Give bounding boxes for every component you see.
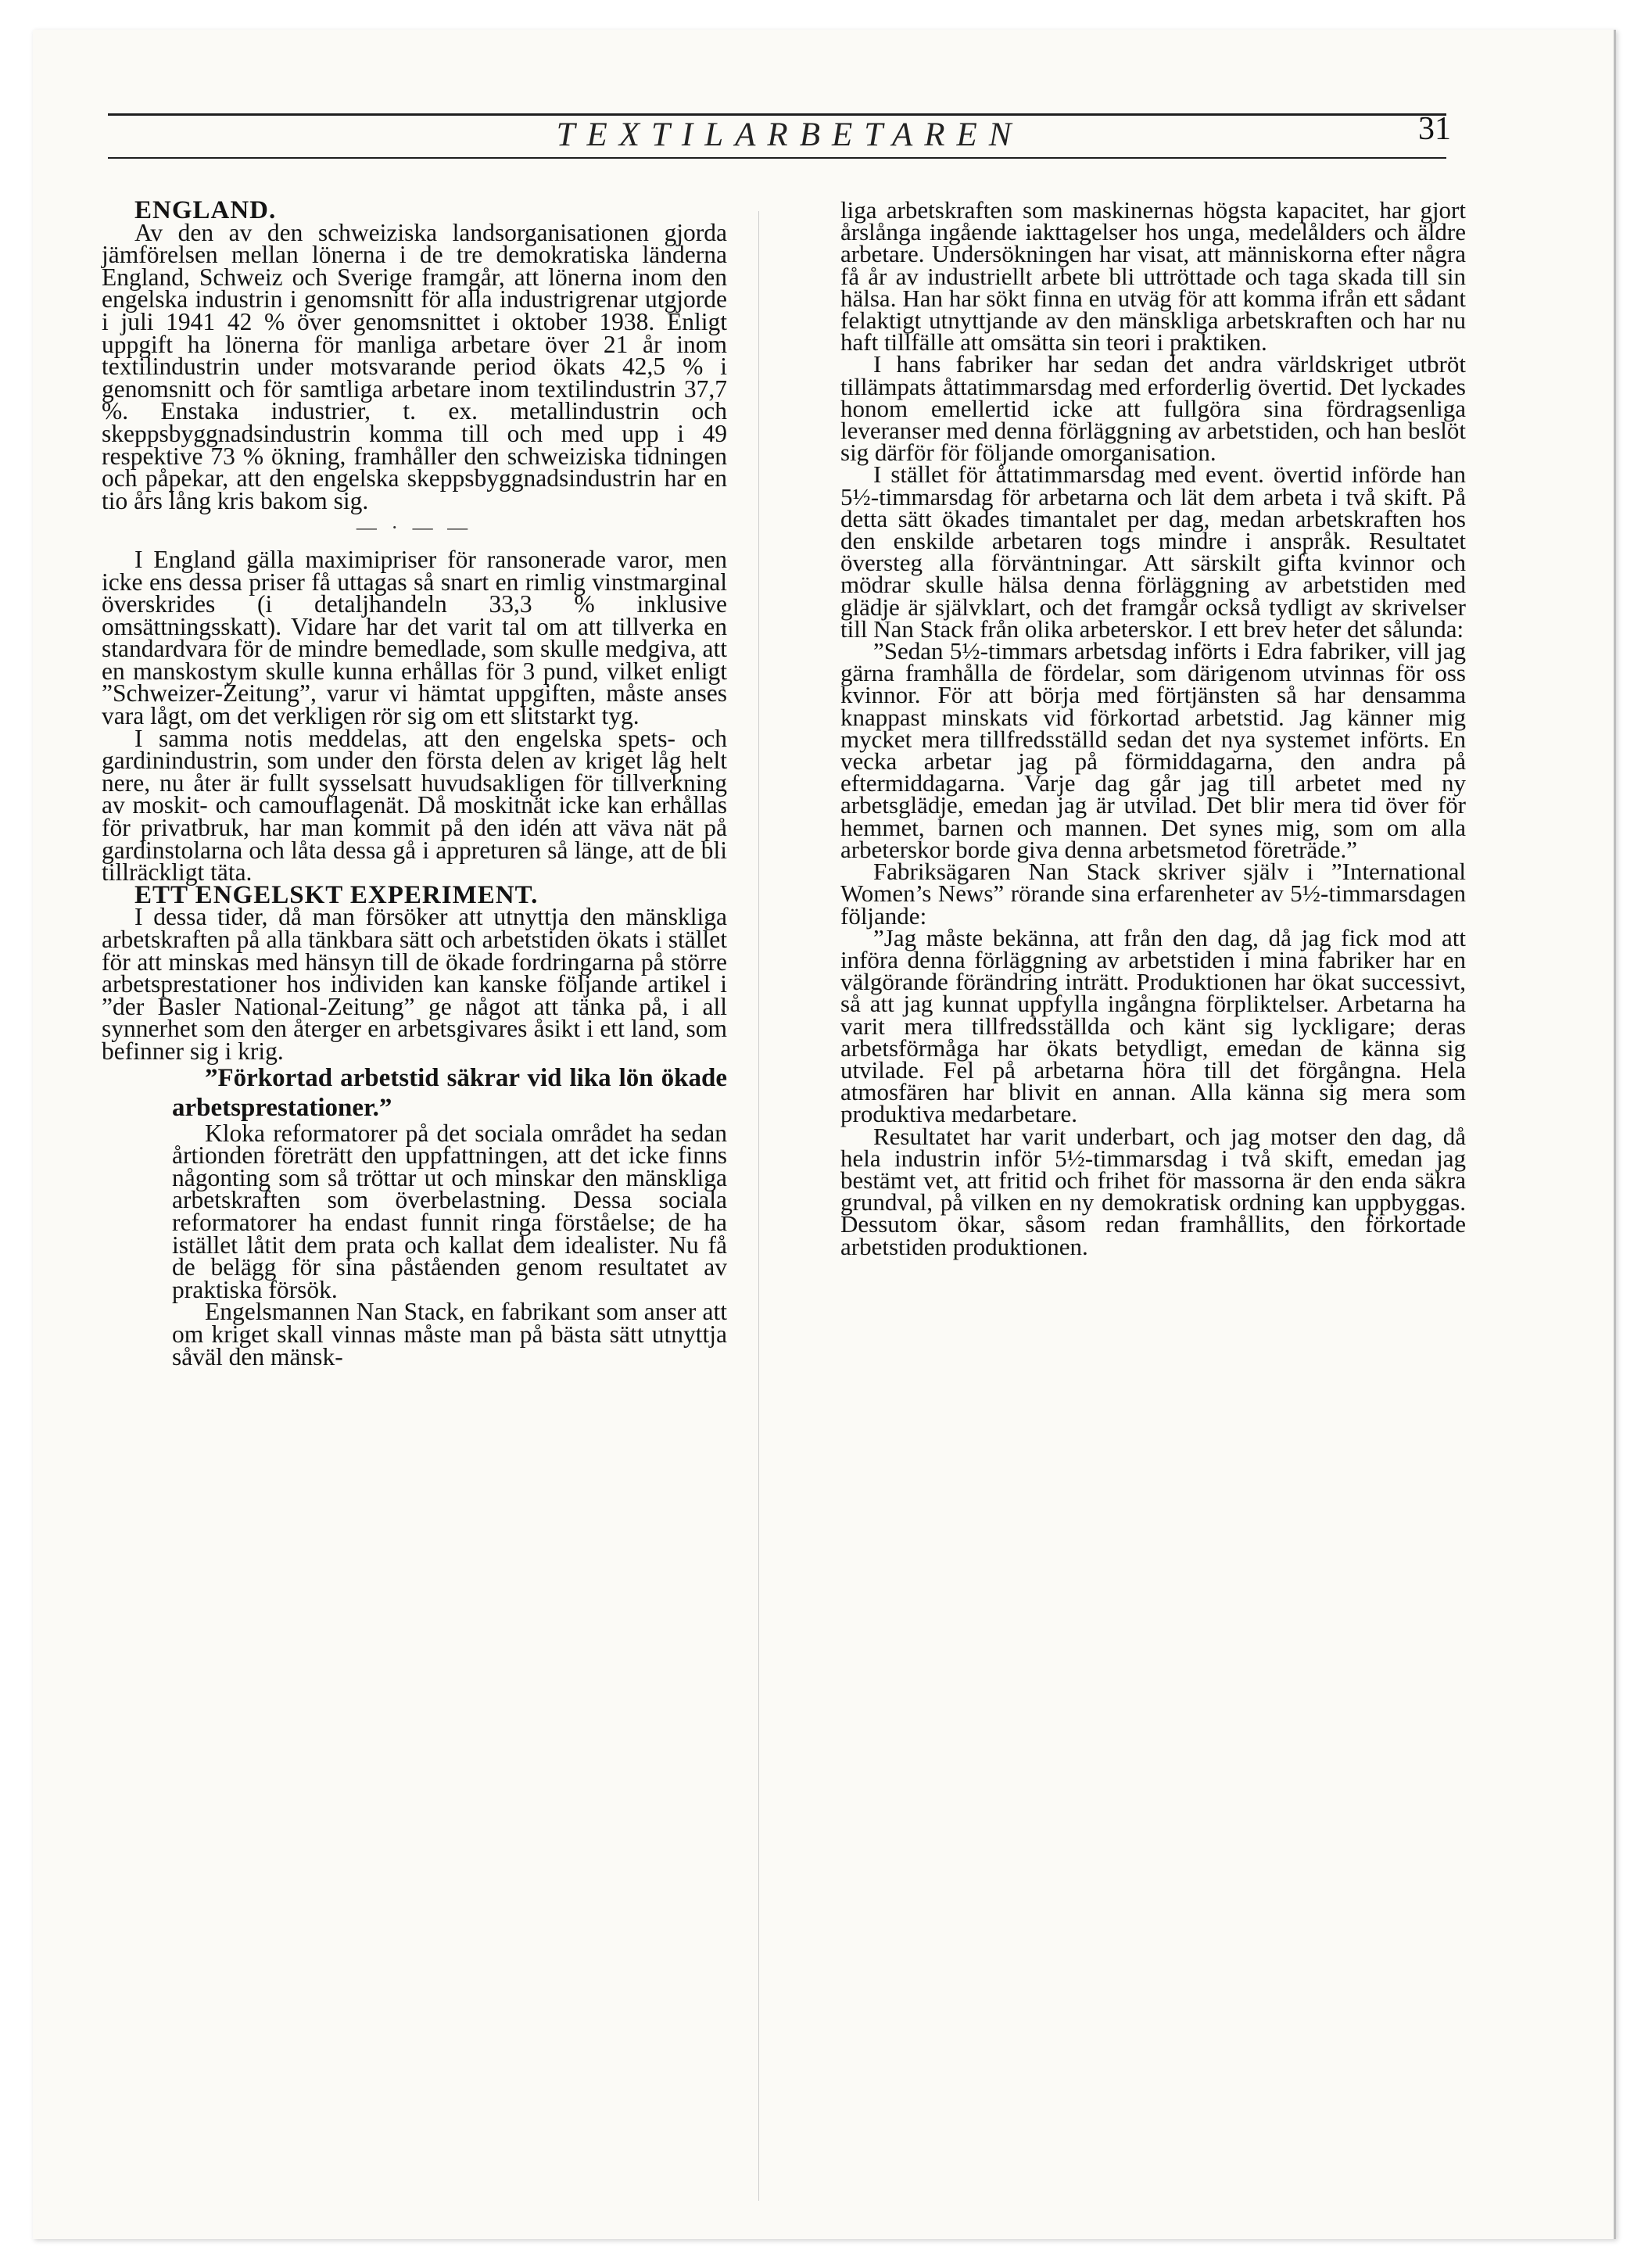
right-column bbox=[840, 196, 1466, 1260]
section-heading-england: ENGLAND. bbox=[134, 196, 277, 224]
quoted-article bbox=[102, 1063, 727, 1369]
page-header bbox=[0, 0, 1641, 172]
paragraph: ”Sedan 5½-timmars arbetsdag införts i Edra fabriker, vill jag gärna framhålla de fördelar, som därigenom utvinnas för oss kvinnor. För att börja med förtjänsten så har densamma knappast minskats vid förkortad arbetstid. Jag känner mig mycket mera tillfredsställd sedan det nya systemet införts. En vecka arbetar jag på förmiddagarna, den andra på eftermiddagarna. Varje dag går jag till arbetet med ny arbetsglädje, emedan jag är utvilad. Det blir mera tid över för hemmet, barnen och mannen. Det synes mig, som om alla arbeterskor borde giva denna arbetsmetod företräde.” bbox=[840, 637, 1466, 863]
paragraph: Av den av den schweiziska landsorganisationen gjorda jämförelsen mellan lönerna i de tre demokratiska länderna England, Schweiz och Sverige framgår, att lönerna inom den engelska industrin i genomsnitt för alla industrigrenar utgjorde i juli 1941 42 % över genomsnittet i oktober 1938. Enligt uppgift ha lönerna för manliga arbetare över 21 år inom textilindustrin under motsvarande period ökats 42,5 % i genomsnitt och för samtliga arbetare inom textilindustrin 37,7 %. Enstaka industrier, t. ex. metallindustrin och skeppsbyggnadsindustrin komma till och med upp i 49 respektive 73 % ökning, framhåller den schweiziska tidningen och påpekar, att den engelska skeppsbyggnadsindustrin har en tio års lång kris bakom sig. bbox=[102, 218, 727, 514]
paragraph: liga arbetskraften som maskinernas högsta kapacitet, har gjort årslånga ingående iakttagelser hos unga, medelålders och äldre arbetare. Undersökningen har visat, att människorna efter några få år av industriellt arbete bli uttröttade och taga skada till sin hälsa. Han har sökt finna en utväg för att komma ifrån ett sådant felaktigt utnyttjande av den mänskliga arbetskraften och har nu haft tillfälle att omsätta sin teori i praktiken. bbox=[840, 196, 1466, 357]
paragraph: I dessa tider, då man försöker att utnyttja den mänskliga arbetskraften på alla tänkbara sätt och arbetstiden ökats i stället för att minskas med hänsyn till de ökade fordringarna på större arbetsprestationer hos individen kan kanske följande artikel i ”der Basler National-Zeitung” ge något att tänka på, i all synnerhet som den återger en arbetsgivares åsikt i ett land, som befinner sig i krig. bbox=[102, 903, 727, 1065]
column-divider bbox=[758, 211, 759, 2201]
header-rule-bottom bbox=[108, 157, 1446, 159]
paragraph: I hans fabriker har sedan det andra världskriget utbröt tillämpats åttatimmarsdag med erforderlig övertid. Det lyckades honom emellertid icke att fullgöra sina fördragsenliga leveranser med denna förläggning av arbetstiden, och han beslöt sig därför för följande omorganisation. bbox=[840, 350, 1466, 467]
running-title: TEXTILARBETAREN bbox=[556, 116, 1023, 153]
separator-mark: — · — — bbox=[356, 516, 473, 539]
paragraph: Engelsmannen Nan Stack, en fabrikant som anser att om kriget skall vinnas måste man på bästa sätt utnyttja såväl den mänsk- bbox=[172, 1298, 727, 1370]
article-subheading: ”Förkortad arbetstid säkrar vid lika lön ökade arbetsprestationer.” bbox=[172, 1063, 727, 1122]
paragraph: I stället för åttatimmarsdag med event. övertid införde han 5½-timmarsdag för arbetarna och lät dem arbeta i två skift. På detta sätt ökades timantalet per dag, medan arbetskraften hos den enskilde arbetaren togs mindre i anspråk. Resultatet översteg alla förväntningar. Att särskilt gifta kvinnor och mödrar skulle hälsa denna förläggning av arbetstiden med glädje är självklart, och det framgår också tydligt av skrivelser till Nan Stack från olika arbeterskor. I ett brev heter det sålunda: bbox=[840, 460, 1466, 643]
page-number: 31 bbox=[1418, 111, 1451, 147]
paragraph: Resultatet har varit underbart, och jag motser den dag, då hela industrin inför 5½-timmarsdag i två skift, emedan jag bestämt vet, att fritid och frihet för massorna är den enda säkra grundval, på vilken en ny demokratisk ordning kan uppbyggas. Dessutom ökar, såsom redan framhållits, den förkortade arbetstiden produktionen. bbox=[840, 1122, 1466, 1260]
paragraph: I England gälla maximipriser för ransonerade varor, men icke ens dessa priser få uttagas så snart en rimlig vinstmarginal överskrides (i detaljhandeln 33,3 % inklusive omsättningsskatt). Vidare har det varit tal om att tillverka en standardvara för de mindre bemedlade, som skulle medgiva, att en manskostym skulle kunna erhållas för 3 pund, vilket enligt ”Schweizer-Zeitung”, varur vi hämtat uppgiften, måste anses vara lågt, om det verkligen rör sig om ett slitstarkt tyg. bbox=[102, 545, 727, 730]
left-column bbox=[102, 196, 727, 1370]
paragraph: Fabriksägaren Nan Stack skriver själv i ”International Women’s News” rörande sina erfarenheter av 5½-timmarsdagen följande: bbox=[840, 858, 1466, 930]
paragraph: ”Jag måste bekänna, att från den dag, då jag fick mod att införa denna förläggning av arbetstiden i mina fabriker har en välgörande förändring inträtt. Produktionen har ökat successivt, så att jag kunnat uppfylla ingångna förpliktelser. Arbetarna ha varit mera tillfredsställda och känt sig lyckligare; deras arbetsförmåga har ökats betydligt, emedan de känna sig utvilade. Fel på arbetarna höra till det förgångna. Hela atmosfären har blivit en annan. Alla känna sig mera som produktiva medarbetare. bbox=[840, 923, 1466, 1128]
paragraph: Kloka reformatorer på det sociala området ha sedan årtionden företrätt den uppfattningen, att det icke finns någonting som så tröttar ut och minskar den mänskliga arbetskraften som överbelastning. Dessa sociala reformatorer ha endast funnit ringa förståelse; de ha istället låtit dem prata och kallat dem idealister. Nu få de belägg för sina påståenden genom resultatet av praktiska försök. bbox=[172, 1119, 727, 1303]
paragraph: I samma notis meddelas, att den engelska spets- och gardinindustrin, som under den första delen av kriget låg helt nere, nu åter är fullt sysselsatt huvudsakligen för tillverkning av moskit- och camouflagenät. Då moskitnät icke kan erhållas för privatbruk, har man kommit på den idén att väva nät på gardinstolarna och låta dessa gå i appreturen så länge, att de bli tillräckligt täta. bbox=[102, 724, 727, 887]
section-heading-experiment: ETT ENGELSKT EXPERIMENT. bbox=[134, 880, 539, 909]
